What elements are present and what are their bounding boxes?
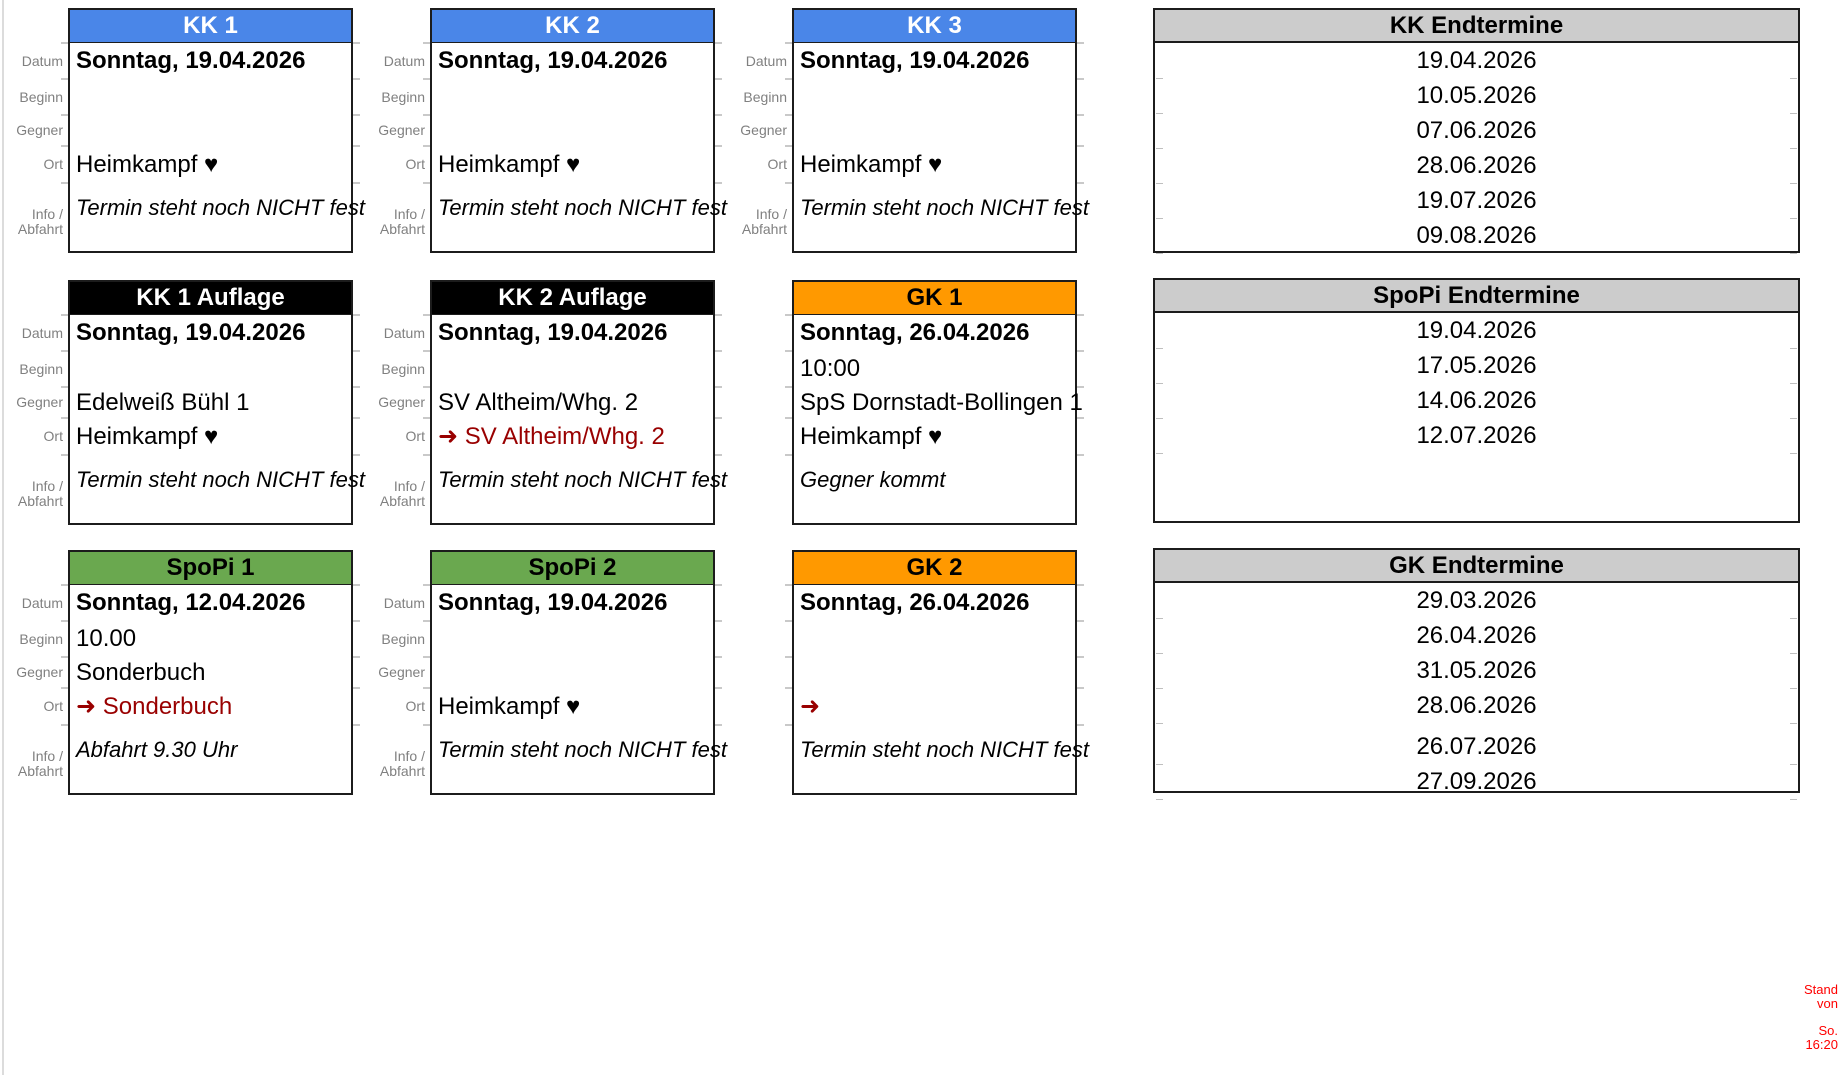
gk-endtermin-row: 31.05.2026 bbox=[1155, 653, 1798, 688]
card-kk1-auflage-title: KK 1 Auflage bbox=[70, 282, 351, 315]
label-ort: Ort bbox=[405, 156, 425, 172]
stand-note-line2: von bbox=[1817, 996, 1838, 1011]
label-info-line1: Info / bbox=[755, 206, 787, 222]
card-kk1-auflage-gegner: Edelweiß Bühl 1 bbox=[70, 387, 351, 418]
card-spopi1-labels bbox=[4, 550, 68, 795]
label-gegner: Gegner bbox=[740, 122, 787, 138]
card-gk2-title: GK 2 bbox=[794, 552, 1075, 585]
label-info-abfahrt bbox=[366, 183, 430, 253]
card-kk3-info: Termin steht noch NICHT fest bbox=[794, 183, 1075, 251]
card-kk2-datum: Sonntag, 19.04.2026 bbox=[432, 43, 713, 79]
stand-note-line3: So. bbox=[1818, 1023, 1838, 1038]
card-kk1-title: KK 1 bbox=[70, 10, 351, 43]
card-spopi1-gegner: Sonderbuch bbox=[70, 657, 351, 688]
label-info-abfahrt bbox=[366, 725, 430, 795]
card-gk2-datum: Sonntag, 26.04.2026 bbox=[794, 585, 1075, 621]
table-spopi-endtermine bbox=[1153, 278, 1800, 523]
card-gk2-info: Termin steht noch NICHT fest bbox=[794, 725, 1075, 793]
card-block-kk2-auflage bbox=[366, 280, 727, 525]
label-gegner: Gegner bbox=[16, 664, 63, 680]
label-datum: Datum bbox=[383, 324, 425, 341]
label-ort: Ort bbox=[767, 156, 787, 172]
card-gk1 bbox=[792, 280, 1083, 525]
label-beginn: Beginn bbox=[743, 88, 787, 105]
card-gk1-beginn: 10:00 bbox=[794, 351, 1075, 387]
kk-endtermin-row: 09.08.2026 bbox=[1155, 218, 1798, 253]
card-kk2-auflage-datum: Sonntag, 19.04.2026 bbox=[432, 315, 713, 351]
card-gk1-datum: Sonntag, 26.04.2026 bbox=[794, 315, 1075, 351]
card-kk2-auflage-beginn bbox=[432, 351, 713, 387]
kk-endtermin-row: 19.07.2026 bbox=[1155, 183, 1798, 218]
card-kk2-beginn bbox=[432, 79, 713, 115]
label-gegner: Gegner bbox=[16, 394, 63, 410]
label-info-line1: Info / bbox=[31, 206, 63, 222]
card-gk1-labels-empty bbox=[728, 280, 792, 525]
label-info-abfahrt bbox=[4, 725, 68, 795]
card-gk1-title: GK 1 bbox=[794, 282, 1075, 315]
gk-endtermin-row: 26.04.2026 bbox=[1155, 618, 1798, 653]
table-kk-endtermine bbox=[1153, 8, 1800, 253]
card-kk2-auflage-title: KK 2 Auflage bbox=[432, 282, 713, 315]
stand-note bbox=[1804, 983, 1838, 1052]
label-datum: Datum bbox=[383, 594, 425, 611]
card-gk2-gegner bbox=[794, 657, 1075, 688]
label-datum: Datum bbox=[383, 52, 425, 69]
card-spopi1 bbox=[68, 550, 353, 795]
card-kk1-auflage-datum: Sonntag, 19.04.2026 bbox=[70, 315, 351, 351]
card-kk3-beginn bbox=[794, 79, 1075, 115]
gk-endtermin-row: 28.06.2026 bbox=[1155, 688, 1798, 723]
label-beginn: Beginn bbox=[19, 88, 63, 105]
card-gk1-gegner: SpS Dornstadt-Bollingen 1 bbox=[794, 387, 1075, 418]
card-kk1-auflage-labels bbox=[4, 280, 68, 525]
card-kk2-info: Termin steht noch NICHT fest bbox=[432, 183, 713, 251]
label-info-line1: Info / bbox=[31, 478, 63, 494]
card-block-spopi2 bbox=[366, 550, 727, 795]
label-ort: Ort bbox=[405, 698, 425, 714]
kk-endtermin-row: 07.06.2026 bbox=[1155, 113, 1798, 148]
card-kk3-gegner bbox=[794, 115, 1075, 146]
card-gk2-beginn bbox=[794, 621, 1075, 657]
label-datum: Datum bbox=[21, 324, 63, 341]
stand-note-line4: 16:20 bbox=[1805, 1037, 1838, 1052]
card-gk2 bbox=[792, 550, 1089, 795]
card-spopi2-datum: Sonntag, 19.04.2026 bbox=[432, 585, 713, 621]
card-spopi2 bbox=[430, 550, 727, 795]
label-info-line1: Info / bbox=[393, 478, 425, 494]
label-datum: Datum bbox=[21, 594, 63, 611]
label-gegner: Gegner bbox=[378, 122, 425, 138]
card-spopi1-ort: ➜ Sonderbuch bbox=[70, 688, 351, 725]
label-ort: Ort bbox=[405, 428, 425, 444]
card-block-kk1 bbox=[4, 8, 365, 253]
card-gk1-info: Gegner kommt bbox=[794, 455, 1075, 523]
label-beginn: Beginn bbox=[381, 88, 425, 105]
label-info-line2: Abfahrt bbox=[379, 493, 425, 509]
label-beginn: Beginn bbox=[19, 630, 63, 647]
card-kk2-auflage-ort: ➜ SV Altheim/Whg. 2 bbox=[432, 418, 713, 455]
card-kk3-datum: Sonntag, 19.04.2026 bbox=[794, 43, 1075, 79]
card-block-gk1 bbox=[728, 280, 1083, 525]
card-kk2 bbox=[430, 8, 727, 253]
card-gk2-labels-empty bbox=[728, 550, 792, 795]
card-kk1-info: Termin steht noch NICHT fest bbox=[70, 183, 351, 251]
card-kk1-beginn bbox=[70, 79, 351, 115]
gk-endtermin-row: 27.09.2026 bbox=[1155, 764, 1798, 799]
card-kk1 bbox=[68, 8, 365, 253]
card-spopi2-ort: Heimkampf ♥ bbox=[432, 688, 713, 725]
card-spopi2-labels bbox=[366, 550, 430, 795]
label-info-line2: Abfahrt bbox=[379, 221, 425, 237]
table-kk-endtermine-title: KK Endtermine bbox=[1155, 10, 1798, 43]
table-gk-endtermine-title: GK Endtermine bbox=[1155, 550, 1798, 583]
label-info-line2: Abfahrt bbox=[17, 763, 63, 779]
card-kk2-labels bbox=[366, 8, 430, 253]
label-ort: Ort bbox=[43, 698, 63, 714]
label-datum: Datum bbox=[745, 52, 787, 69]
label-gegner: Gegner bbox=[378, 394, 425, 410]
card-kk2-title: KK 2 bbox=[432, 10, 713, 43]
label-beginn: Beginn bbox=[381, 360, 425, 377]
card-block-spopi1 bbox=[4, 550, 353, 795]
card-kk3-ort: Heimkampf ♥ bbox=[794, 146, 1075, 183]
spopi-endtermin-row: 14.06.2026 bbox=[1155, 383, 1798, 418]
card-kk2-auflage-info: Termin steht noch NICHT fest bbox=[432, 455, 713, 523]
label-ort: Ort bbox=[43, 428, 63, 444]
label-info-line2: Abfahrt bbox=[379, 763, 425, 779]
card-block-kk3 bbox=[728, 8, 1089, 253]
card-block-gk2 bbox=[728, 550, 1089, 795]
card-kk2-ort: Heimkampf ♥ bbox=[432, 146, 713, 183]
label-info-line1: Info / bbox=[393, 748, 425, 764]
card-spopi1-beginn: 10.00 bbox=[70, 621, 351, 657]
card-kk3-labels bbox=[728, 8, 792, 253]
kk-endtermin-row: 10.05.2026 bbox=[1155, 78, 1798, 113]
label-gegner: Gegner bbox=[16, 122, 63, 138]
card-kk1-datum: Sonntag, 19.04.2026 bbox=[70, 43, 351, 79]
label-info-abfahrt bbox=[728, 183, 792, 253]
label-info-abfahrt bbox=[4, 183, 68, 253]
card-kk2-auflage bbox=[430, 280, 727, 525]
card-kk2-auflage-gegner: SV Altheim/Whg. 2 bbox=[432, 387, 713, 418]
card-block-kk1-auflage bbox=[4, 280, 365, 525]
label-info-line2: Abfahrt bbox=[17, 221, 63, 237]
card-block-kk2 bbox=[366, 8, 727, 253]
gk-endtermin-row: 26.07.2026 bbox=[1155, 729, 1798, 764]
label-datum: Datum bbox=[21, 52, 63, 69]
card-gk2-ort: ➜ bbox=[794, 688, 1075, 725]
card-spopi1-info: Abfahrt 9.30 Uhr bbox=[70, 725, 351, 793]
card-kk1-auflage-info: Termin steht noch NICHT fest bbox=[70, 455, 351, 523]
card-kk3-title: KK 3 bbox=[794, 10, 1075, 43]
card-kk1-auflage bbox=[68, 280, 365, 525]
card-spopi2-beginn bbox=[432, 621, 713, 657]
spopi-endtermin-row: 17.05.2026 bbox=[1155, 348, 1798, 383]
table-spopi-endtermine-title: SpoPi Endtermine bbox=[1155, 280, 1798, 313]
card-spopi2-title: SpoPi 2 bbox=[432, 552, 713, 585]
card-kk1-labels bbox=[4, 8, 68, 253]
label-gegner: Gegner bbox=[378, 664, 425, 680]
card-kk1-auflage-beginn bbox=[70, 351, 351, 387]
label-info-abfahrt bbox=[4, 455, 68, 525]
card-kk2-gegner bbox=[432, 115, 713, 146]
stand-note-line1: Stand bbox=[1804, 982, 1838, 997]
card-kk1-gegner bbox=[70, 115, 351, 146]
label-beginn: Beginn bbox=[19, 360, 63, 377]
card-kk1-auflage-ort: Heimkampf ♥ bbox=[70, 418, 351, 455]
card-spopi1-title: SpoPi 1 bbox=[70, 552, 351, 585]
gk-endtermin-row: 29.03.2026 bbox=[1155, 583, 1798, 618]
kk-endtermin-row: 19.04.2026 bbox=[1155, 43, 1798, 78]
label-ort: Ort bbox=[43, 156, 63, 172]
label-info-line2: Abfahrt bbox=[17, 493, 63, 509]
card-gk1-ort: Heimkampf ♥ bbox=[794, 418, 1075, 455]
label-beginn: Beginn bbox=[381, 630, 425, 647]
card-spopi2-gegner bbox=[432, 657, 713, 688]
card-kk1-ort: Heimkampf ♥ bbox=[70, 146, 351, 183]
kk-endtermin-row: 28.06.2026 bbox=[1155, 148, 1798, 183]
spopi-endtermin-row: 19.04.2026 bbox=[1155, 313, 1798, 348]
label-info-line2: Abfahrt bbox=[741, 221, 787, 237]
label-info-line1: Info / bbox=[31, 748, 63, 764]
table-gk-endtermine bbox=[1153, 548, 1800, 793]
card-kk3 bbox=[792, 8, 1089, 253]
spopi-endtermin-row: 12.07.2026 bbox=[1155, 418, 1798, 453]
card-spopi1-datum: Sonntag, 12.04.2026 bbox=[70, 585, 351, 621]
label-info-line1: Info / bbox=[393, 206, 425, 222]
card-kk2-auflage-labels bbox=[366, 280, 430, 525]
label-info-abfahrt bbox=[366, 455, 430, 525]
card-spopi2-info: Termin steht noch NICHT fest bbox=[432, 725, 713, 793]
